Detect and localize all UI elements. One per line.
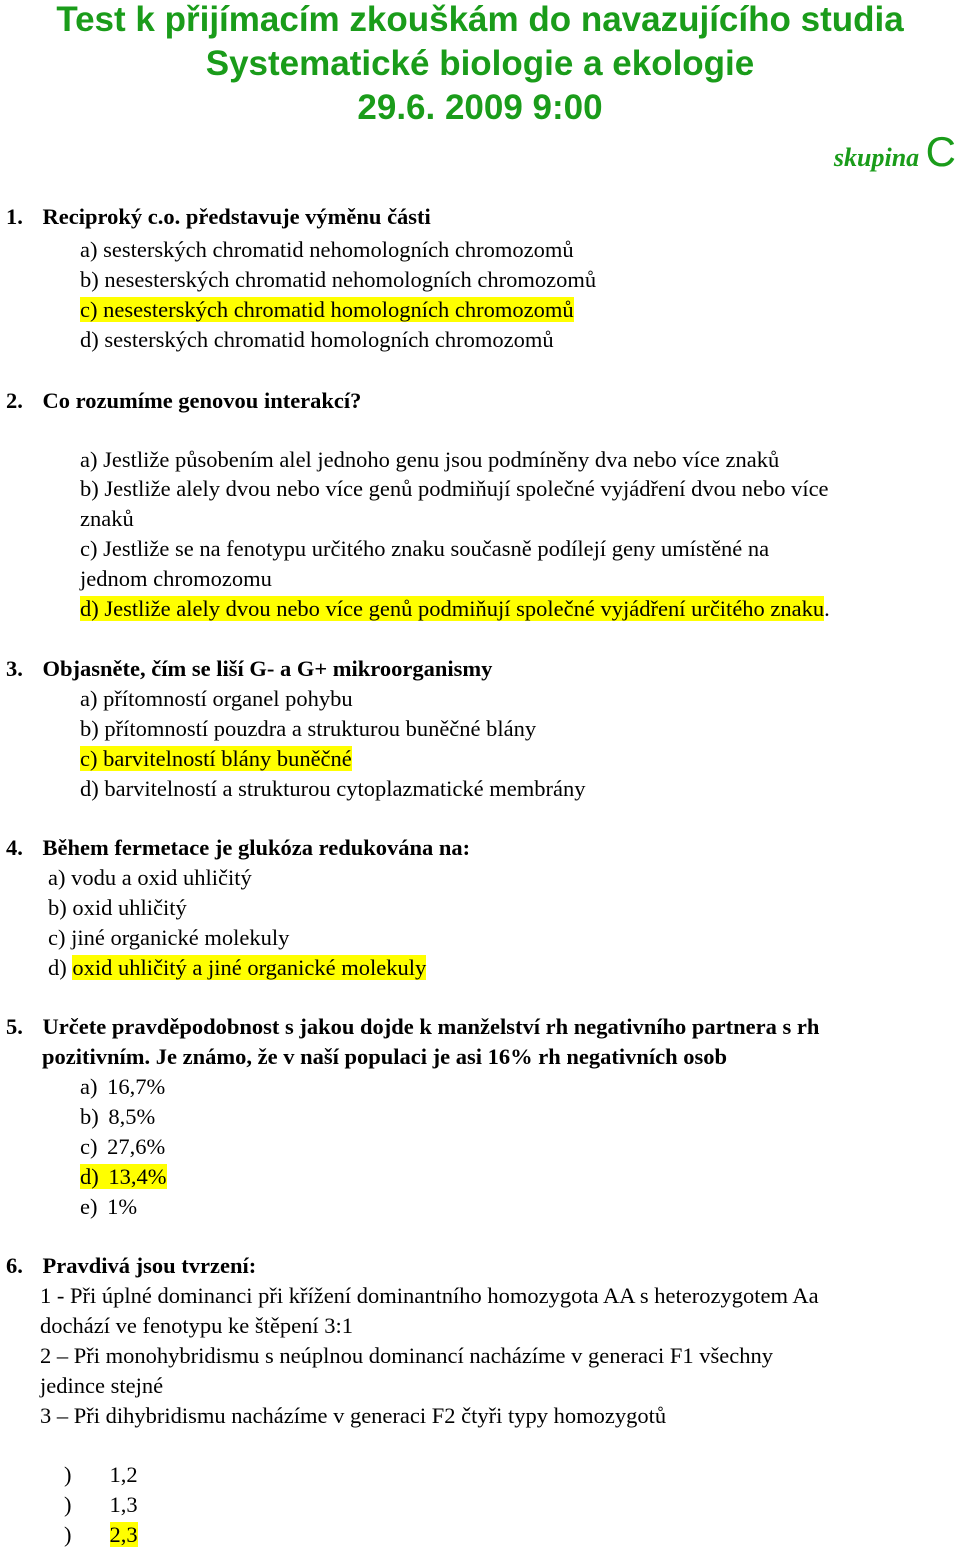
question-6: [6, 1251, 256, 1281]
option-letter: e): [80, 1194, 98, 1219]
question-2: [6, 386, 361, 416]
q1-option-c: [80, 295, 574, 325]
highlighted-answer: oxid uhličitý a jiné organické molekuly: [72, 955, 427, 980]
option-value: 1,2: [109, 1462, 138, 1487]
q2-option-c-cont: jednom chromozomu: [80, 566, 272, 591]
q2-option-b: b) Jestliže alely dvou nebo více genů podmiňují společné vyjádření dvou nebo více: [80, 476, 829, 501]
question-number: 1.: [6, 204, 23, 229]
group-letter: C: [925, 128, 956, 175]
q2-option-b-cont: znaků: [80, 506, 134, 531]
q3-option-b: b) přítomností pouzdra a strukturou buněčné blány: [80, 716, 537, 741]
period: .: [824, 596, 830, 621]
option-value: 16,7%: [107, 1074, 166, 1099]
question-text: Reciproký c.o. představuje výměnu části: [42, 204, 431, 229]
q1-option-b: b) nesesterských chromatid nehomologních chromozomů: [80, 267, 597, 292]
q4-option-a: a) vodu a oxid uhličitý: [48, 865, 252, 890]
q2-option-a: a) Jestliže působením alel jednoho genu jsou podmíněny dva nebo více znaků: [80, 447, 780, 472]
highlighted-answer: d) Jestliže alely dvou nebo více genů podmiňují společné vyjádření určitého znaku: [80, 596, 825, 621]
group-label: [834, 128, 956, 182]
q5-option-b: [80, 1102, 155, 1132]
option-letter: c): [80, 1134, 98, 1159]
highlighted-answer: [80, 1164, 167, 1189]
question-4: [6, 833, 470, 863]
q3-option-c: [80, 744, 352, 774]
q5-option-d: [80, 1162, 167, 1192]
q6-statement-1-cont: dochází ve fenotypu ke štěpení 3:1: [40, 1313, 354, 1338]
q5-option-c: [80, 1132, 165, 1162]
question-text: Objasněte, čím se liší G- a G+ mikroorganismy: [42, 656, 493, 681]
q5-option-e: [80, 1192, 137, 1222]
option-letter: d): [48, 955, 67, 980]
question-number: 5.: [6, 1014, 23, 1039]
title-line-3: 29.6. 2009 9:00: [357, 88, 603, 127]
question-3: [6, 654, 492, 684]
q1-option-d: d) sesterských chromatid homologních chromozomů: [80, 327, 554, 352]
question-1: [6, 202, 431, 232]
question-5-text-line-2: pozitivním. Je známo, že v naší populaci je asi 16% rh negativních osob: [42, 1044, 728, 1069]
q3-option-a: a) přítomností organel pohybu: [80, 686, 353, 711]
q6-statement-3: 3 – Při dihybridismu nacházíme v generaci F2 čtyři typy homozygotů: [40, 1403, 667, 1428]
q5-option-a: [80, 1072, 165, 1102]
q6-statement-1: 1 - Při úplné dominanci při křížení dominantního homozygota AA s heterozygotem Aa: [40, 1283, 819, 1308]
option-value: 1%: [107, 1194, 138, 1219]
q6-option-2: [64, 1490, 138, 1520]
question-text: Během fermetace je glukóza redukována na:: [42, 835, 471, 860]
q4-option-c: c) jiné organické molekuly: [48, 925, 290, 950]
q6-statement-2-cont: jedince stejné: [40, 1373, 164, 1398]
option-letter: d): [80, 1164, 99, 1189]
option-letter: a): [80, 1074, 98, 1099]
title-line-1: Test k přijímacím zkouškám do navazujícího studia: [56, 0, 904, 39]
question-5: [6, 1012, 819, 1042]
q6-statement-2: 2 – Při monohybridismu s neúplnou dominancí nacházíme v generaci F1 všechny: [40, 1343, 773, 1368]
q2-option-d: [80, 594, 830, 624]
option-value: 1,3: [109, 1492, 138, 1517]
question-number: 3.: [6, 656, 23, 681]
q1-option-a: a) sesterských chromatid nehomologních chromozomů: [80, 237, 574, 262]
option-value: 8,5%: [108, 1104, 156, 1129]
q2-option-c: c) Jestliže se na fenotypu určitého znaku současně podílejí geny umístěné na: [80, 536, 770, 561]
highlighted-answer: 2,3: [109, 1522, 138, 1547]
question-number: 6.: [6, 1253, 23, 1278]
q3-option-d: d) barvitelností a strukturou cytoplazmatické membrány: [80, 776, 586, 801]
q6-option-1: [64, 1460, 138, 1490]
option-letter: b): [80, 1104, 99, 1129]
question-text-line-1: Určete pravděpodobnost s jakou dojde k manželství rh negativního partnera s rh: [42, 1014, 820, 1039]
question-text: Co rozumíme genovou interakcí?: [42, 388, 362, 413]
highlighted-answer: c) barvitelností blány buněčné: [80, 746, 352, 771]
question-number: 2.: [6, 388, 23, 413]
option-value: 13,4%: [108, 1164, 167, 1189]
q4-option-d: [48, 953, 426, 983]
question-number: 4.: [6, 835, 23, 860]
option-paren: ): [64, 1522, 72, 1547]
option-paren: ): [64, 1492, 72, 1517]
question-text: Pravdivá jsou tvrzení:: [42, 1253, 257, 1278]
option-paren: ): [64, 1462, 72, 1487]
option-value: 27,6%: [107, 1134, 166, 1159]
q6-option-3: [64, 1520, 138, 1550]
group-label-text: skupina: [833, 143, 920, 172]
highlighted-answer: c) nesesterských chromatid homologních chromozomů: [80, 297, 574, 322]
q4-option-b: b) oxid uhličitý: [48, 895, 187, 920]
title-line-2: Systematické biologie a ekologie: [205, 44, 755, 83]
